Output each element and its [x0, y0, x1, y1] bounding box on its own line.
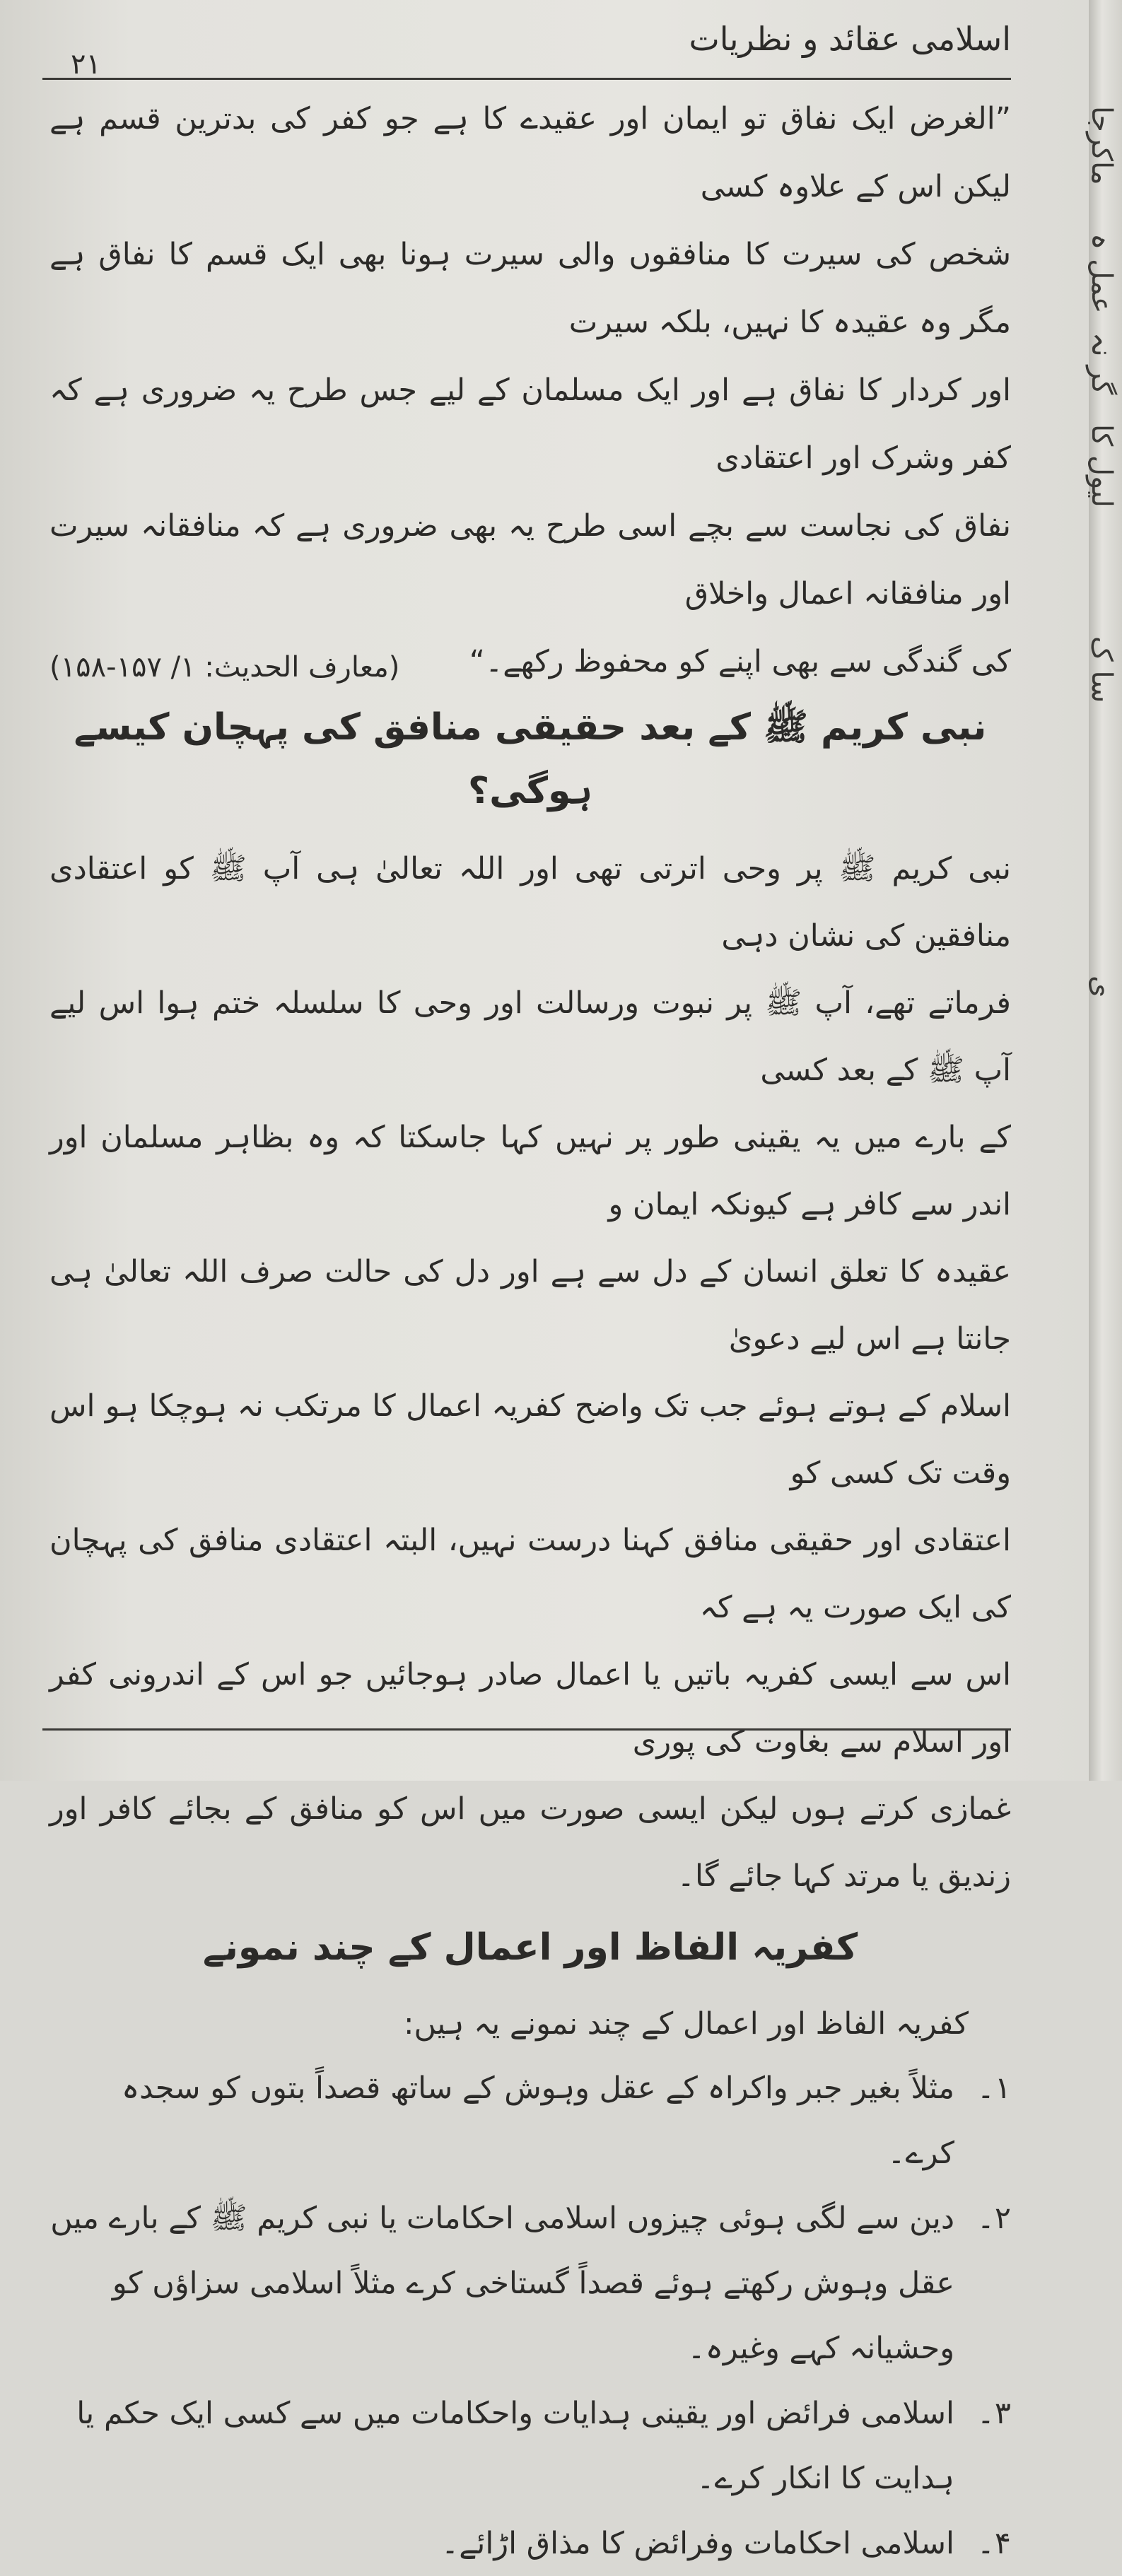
list-item: [49, 2381, 1011, 2511]
list-number: ۳۔: [976, 2396, 1011, 2431]
list-item: [49, 2186, 1011, 2381]
list-number: ۴۔: [976, 2526, 1011, 2561]
quote-line: ”الغرض ایک نفاق تو ایمان اور عقیدے کا ہے جو کفر کی بدترین قسم ہے لیکن اس کے علاوہ کسی: [49, 101, 1011, 204]
list-number: ۱۔: [976, 2071, 1011, 2106]
margin-note: سا ک: [1085, 636, 1118, 703]
paragraph-line: اس سے ایسی کفریہ باتیں یا اعمال صادر ہوجائیں جو اس کے اندرونی کفر اور اسلام سے بغاوت کی پوری: [49, 1657, 1011, 1760]
list-text: اسلامی احکامات وفرائض کا مذاق اڑائے۔: [441, 2526, 954, 2561]
list-text: دین سے لگی ہوئی چیزوں اسلامی احکامات یا نبی کریم ﷺ کے بارے میں عقل وہوش رکھتے ہوئے قصداً گستاخی کرے مثلاً اسلامی سزاؤں کو وحشیانہ کہے وغیرہ۔: [50, 2201, 954, 2366]
page-number: ۲۱: [71, 48, 101, 81]
paragraph-line: نبی کریم ﷺ پر وحی اترتی تھی اور اللہ تعالیٰ ہی آپ ﷺ کو اعتقادی منافقین کی نشان دہی: [49, 851, 1011, 954]
section-heading-examples: کفریہ الفاظ اور اعمال کے چند نمونے: [202, 1926, 858, 1969]
paragraph-line: فرماتے تھے، آپ ﷺ پر نبوت ورسالت اور وحی کا سلسلہ ختم ہوا اس لیے آپ ﷺ کے بعد کسی: [49, 985, 1011, 1088]
margin-note: لیول کا: [1085, 424, 1118, 508]
margin-note: ماکرجا: [1085, 106, 1118, 185]
facing-page-edge: [1085, 0, 1122, 1781]
page-body: [49, 85, 1011, 2576]
list-item: [49, 2056, 1011, 2186]
paragraph-line: اسلام کے ہوتے ہوئے جب تک واضح کفریہ اعمال کا مرتکب نہ ہوچکا ہو اس وقت تک کسی کو: [49, 1388, 1011, 1491]
margin-note: ی: [1085, 976, 1118, 998]
quote-block: [49, 85, 1011, 689]
paragraph-line: غمازی کرتے ہوں لیکن ایسی صورت میں اس کو منافق کے بجائے کافر اور زندیق یا مرتد کہا جائے گا۔: [49, 1791, 1011, 1894]
list-number: ۲۔: [976, 2201, 1011, 2236]
section1-paragraph: [49, 836, 1011, 1910]
margin-note: گر نہ: [1085, 332, 1118, 395]
section-heading-hypocrite: نبی کریم ﷺ کے بعد حقیقی منافق کی پہچان کیسے ہوگی؟: [74, 706, 987, 812]
running-title: اسلامی عقائد و نظریات: [689, 20, 1011, 58]
paragraph-line: اعتقادی اور حقیقی منافق کہنا درست نہیں، البتہ اعتقادی منافق کی پہچان کی ایک صورت یہ ہے کہ: [49, 1523, 1011, 1625]
quote-line: اور کردار کا نفاق ہے اور ایک مسلمان کے لیے جس طرح یہ ضروری ہے کہ کفر وشرک اور اعتقادی: [49, 373, 1011, 476]
footer-rule: [42, 1728, 1011, 1731]
quote-citation: (معارف الحدیث: ۱/ ۱۵۷-۱۵۸): [49, 651, 400, 684]
list-text: مثلاً بغیر جبر واکراہ کے عقل وہوش کے ساتھ قصداً بتوں کو سجدہ کرے۔: [121, 2071, 954, 2171]
page-header: [42, 14, 1011, 80]
quote-line: نفاق کی نجاست سے بچے اسی طرح یہ بھی ضروری ہے کہ منافقانہ سیرت اور منافقانہ اعمال واخلاق: [49, 508, 1011, 611]
examples-list: [49, 2056, 1011, 2576]
paragraph-line: عقیدہ کا تعلق انسان کے دل سے ہے اور دل کی حالت صرف اللہ تعالیٰ ہی جانتا ہے اس لیے دعویٰ: [49, 1254, 1011, 1357]
list-text: اسلامی فرائض اور یقینی ہدایات واحکامات میں سے کسی ایک حکم یا ہدایت کا انکار کرے۔: [76, 2396, 954, 2496]
list-item: [49, 2511, 1011, 2576]
quote-line: شخص کی سیرت کا منافقوں والی سیرت ہونا بھی ایک قسم کا نفاق ہے مگر وہ عقیدہ کا نہیں، بلکہ سیرت: [49, 237, 1011, 340]
margin-note: عمل ہ: [1085, 233, 1118, 314]
paragraph-line: کے بارے میں یہ یقینی طور پر نہیں کہا جاسکتا کہ وہ بظاہر مسلمان اور اندر سے کافر ہے کیونکہ ایمان و: [49, 1120, 1011, 1222]
quote-line: کی گندگی سے بھی اپنے کو محفوظ رکھے۔“: [469, 644, 1011, 679]
examples-intro: کفریہ الفاظ اور اعمال کے چند نمونے یہ ہیں:: [404, 2006, 969, 2042]
